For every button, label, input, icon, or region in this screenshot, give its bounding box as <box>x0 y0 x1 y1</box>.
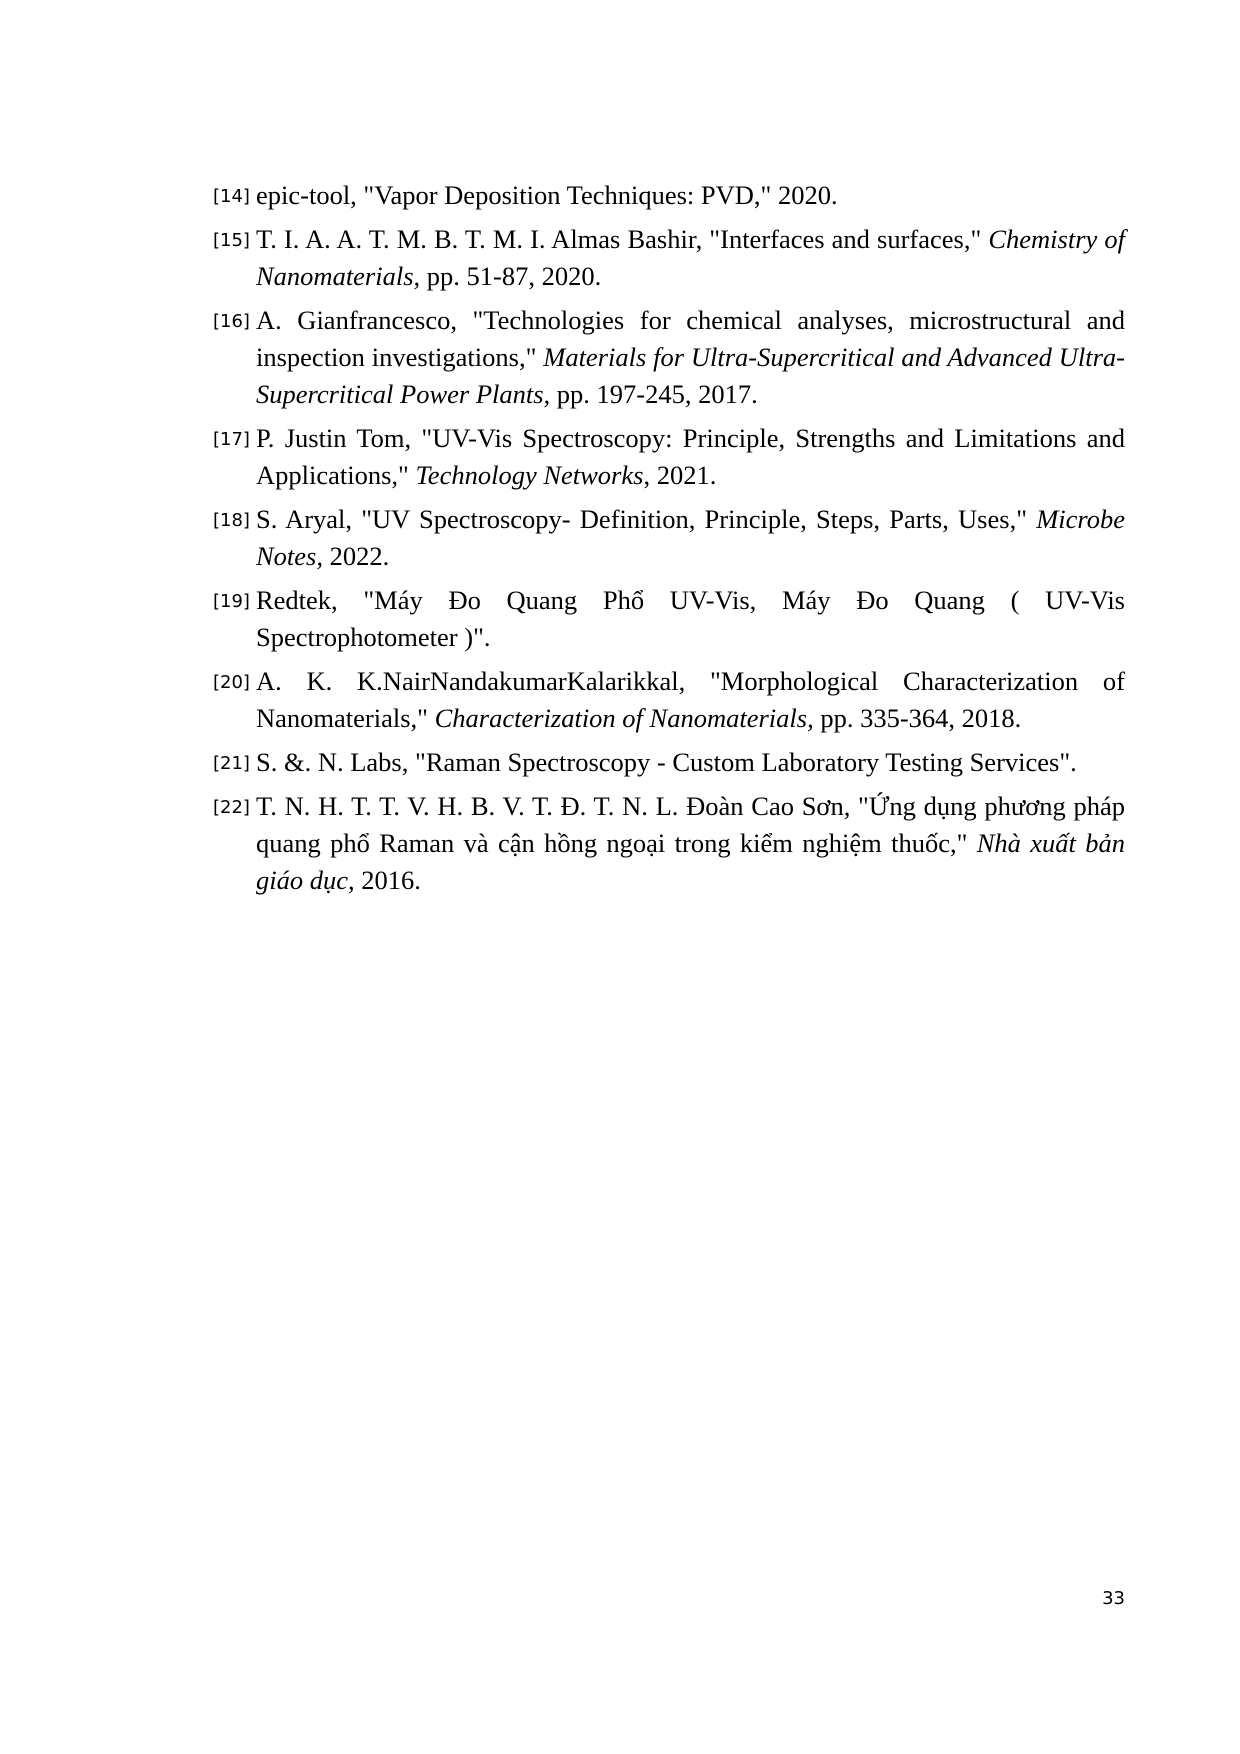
reference-text: S. Aryal, "UV Spectroscopy- Definition, Principle, Steps, Parts, Uses," <box>256 504 1037 534</box>
reference-source: Chemistry of Nanomaterials, <box>256 224 1125 291</box>
reference-number: [15] <box>213 230 250 251</box>
reference-item <box>213 582 1125 656</box>
reference-source: Materials for Ultra-Supercritical and Advanced Ultra-Supercritical Power Plants, <box>256 342 1125 409</box>
reference-number: [22] <box>213 797 250 818</box>
reference-tail: pp. 197-245, 2017. <box>550 379 758 409</box>
reference-text: epic-tool, "Vapor Deposition Techniques: PVD," 2020. <box>256 180 838 210</box>
reference-source: Microbe Notes, <box>256 504 1125 571</box>
reference-text: T. I. A. A. T. M. B. T. M. I. Almas Bashir, "Interfaces and surfaces," <box>256 224 989 254</box>
reference-text: S. &. N. Labs, "Raman Spectroscopy - Custom Laboratory Testing Services". <box>256 747 1077 777</box>
reference-list <box>213 177 1125 906</box>
reference-item <box>213 420 1125 494</box>
reference-item <box>213 302 1125 413</box>
reference-tail: pp. 51-87, 2020. <box>420 261 602 291</box>
reference-number: [16] <box>213 311 250 332</box>
reference-number: [19] <box>213 591 250 612</box>
reference-item <box>213 221 1125 295</box>
reference-item <box>213 177 1125 214</box>
reference-text: P. Justin Tom, "UV-Vis Spectroscopy: Principle, Strengths and Limitations and Applications," <box>256 423 1125 490</box>
reference-item <box>213 788 1125 899</box>
reference-tail: 2022. <box>323 541 390 571</box>
reference-text: A. Gianfrancesco, "Technologies for chemical analyses, microstructural and inspection investigations," <box>256 305 1125 372</box>
reference-number: [20] <box>213 672 250 693</box>
reference-tail: , 2021. <box>643 460 717 490</box>
reference-source: Nhà xuất bản giáo dục, <box>256 828 1125 895</box>
reference-tail: pp. 335-364, 2018. <box>813 703 1022 733</box>
reference-source: Characterization of Nanomaterials, <box>434 703 814 733</box>
reference-text: Redtek, "Máy Đo Quang Phổ UV-Vis, Máy Đo Quang ( UV-Vis Spectrophotometer )". <box>256 585 1125 652</box>
reference-number: [18] <box>213 510 250 531</box>
reference-item <box>213 663 1125 737</box>
reference-text: A. K. K.NairNandakumarKalarikkal, "Morphological Characterization of Nanomaterials," <box>256 666 1125 733</box>
reference-number: [14] <box>213 186 250 207</box>
page-number: 33 <box>1102 1588 1125 1609</box>
reference-number: [21] <box>213 753 250 774</box>
reference-text: T. N. H. T. T. V. H. B. V. T. Đ. T. N. L. Đoàn Cao Sơn, "Ứng dụng phương pháp quang phổ Raman và cận hồng ngoại trong kiểm nghiệm thuốc," <box>256 791 1125 858</box>
reference-source: Technology Networks <box>415 460 644 490</box>
reference-number: [17] <box>213 429 250 450</box>
reference-item <box>213 744 1125 781</box>
reference-tail: 2016. <box>354 865 421 895</box>
reference-item <box>213 501 1125 575</box>
